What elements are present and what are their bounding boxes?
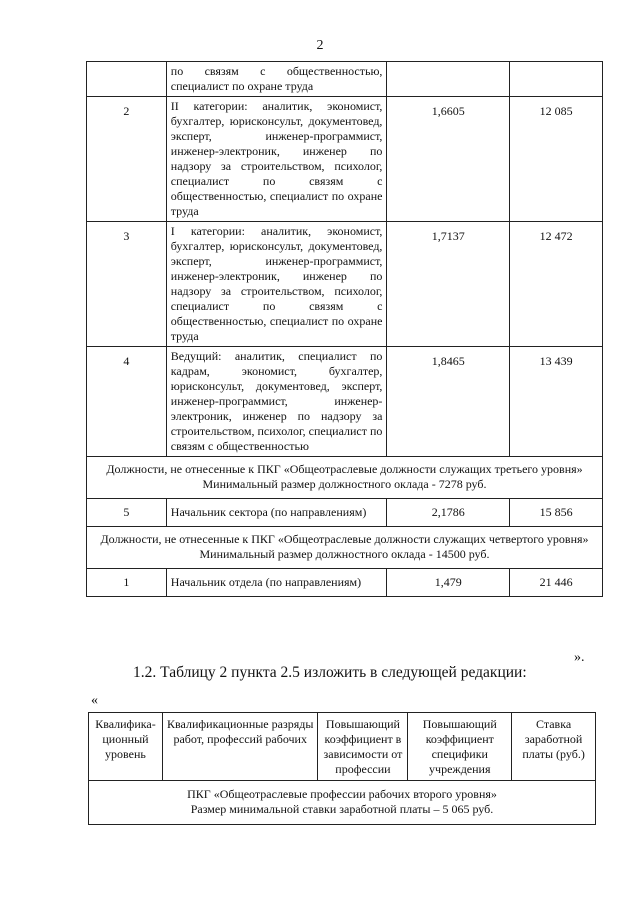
- section-header-row: [89, 781, 596, 825]
- coefficient: 1,479: [387, 569, 510, 597]
- row-number: 3: [87, 222, 167, 347]
- section-header: [87, 457, 603, 499]
- column-header: Квалификационные разряды работ, профессий рабочих: [162, 713, 318, 781]
- closing-quote: ».: [574, 650, 585, 665]
- row-number: 1: [87, 569, 167, 597]
- column-header: Квалифика-ционный уровень: [89, 713, 163, 781]
- salary-rate: [510, 62, 603, 97]
- coefficient: [387, 62, 510, 97]
- table-row: [87, 62, 603, 97]
- salary-rate: 12 085: [510, 97, 603, 222]
- row-number: 4: [87, 347, 167, 457]
- table-row: [87, 222, 603, 347]
- paragraph-text: 1.2. Таблицу 2 пункта 2.5 изложить в следующей редакции:: [133, 664, 527, 681]
- coefficient: 1,8465: [387, 347, 510, 457]
- section-header-row: [87, 457, 603, 499]
- header-row: [89, 713, 596, 781]
- section-min-salary: Минимальный размер должностного оклада - 14500 руб.: [199, 547, 490, 561]
- table-row: [87, 499, 603, 527]
- position-description: Начальник сектора (по направлениям): [166, 499, 387, 527]
- section-header: [89, 781, 596, 825]
- page-number: 2: [316, 38, 324, 53]
- salary-table: [86, 61, 603, 597]
- position-description: Ведущий: аналитик, специалист по кадрам, экономист, бухгалтер, юрисконсульт, документовед, эксперт, инженер-программист, инженер-электроник, инженер по надзору за строительством, психолог, специалист по связям с общественностью: [166, 347, 387, 457]
- section-title: Должности, не отнесенные к ПКГ «Общеотраслевые должности служащих третьего уровня»: [106, 462, 583, 476]
- table-row: [87, 347, 603, 457]
- position-description: II категории: аналитик, экономист, бухгалтер, юрисконсульт, документовед, эксперт, инженер-программист, инженер-электроник, инженер по надзору за строительством, психолог, специалист по связям с общественностью, специалист по охране труда: [166, 97, 387, 222]
- salary-rate: 12 472: [510, 222, 603, 347]
- row-number: 5: [87, 499, 167, 527]
- coefficient: 1,6605: [387, 97, 510, 222]
- table-row: [87, 569, 603, 597]
- row-number: [87, 62, 167, 97]
- column-header: Ставка заработной платы (руб.): [512, 713, 596, 781]
- position-description: по связям с общественностью, специалист по охране труда: [166, 62, 387, 97]
- row-number: 2: [87, 97, 167, 222]
- salary-rate: 21 446: [510, 569, 603, 597]
- section-min-rate: Размер минимальной ставки заработной платы – 5 065 руб.: [190, 802, 494, 816]
- coefficient: 2,1786: [387, 499, 510, 527]
- opening-quote: «: [91, 693, 98, 708]
- column-header: Повышающий коэффициент специфики учреждения: [408, 713, 512, 781]
- section-title: ПКГ «Общеотраслевые профессии рабочих второго уровня»: [187, 787, 497, 801]
- section-min-salary: Минимальный размер должностного оклада - 7278 руб.: [202, 477, 487, 491]
- position-description: I категории: аналитик, экономист, бухгалтер, юрисконсульт, документовед, эксперт, инженер-программист, инженер-электроник, инженер по надзору за строительством, психолог, специалист по связям с общественностью, специалист по охране труда: [166, 222, 387, 347]
- column-header: Повышающий коэффициент в зависимости от профессии: [318, 713, 408, 781]
- coefficient: 1,7137: [387, 222, 510, 347]
- section-title: Должности, не отнесенные к ПКГ «Общеотраслевые должности служащих четвертого уровня»: [100, 532, 589, 546]
- salary-rate: 15 856: [510, 499, 603, 527]
- table-row: [87, 97, 603, 222]
- section-header-row: [87, 527, 603, 569]
- workers-rate-table: [88, 712, 596, 825]
- section-header: [87, 527, 603, 569]
- position-description: Начальник отдела (по направлениям): [166, 569, 387, 597]
- salary-rate: 13 439: [510, 347, 603, 457]
